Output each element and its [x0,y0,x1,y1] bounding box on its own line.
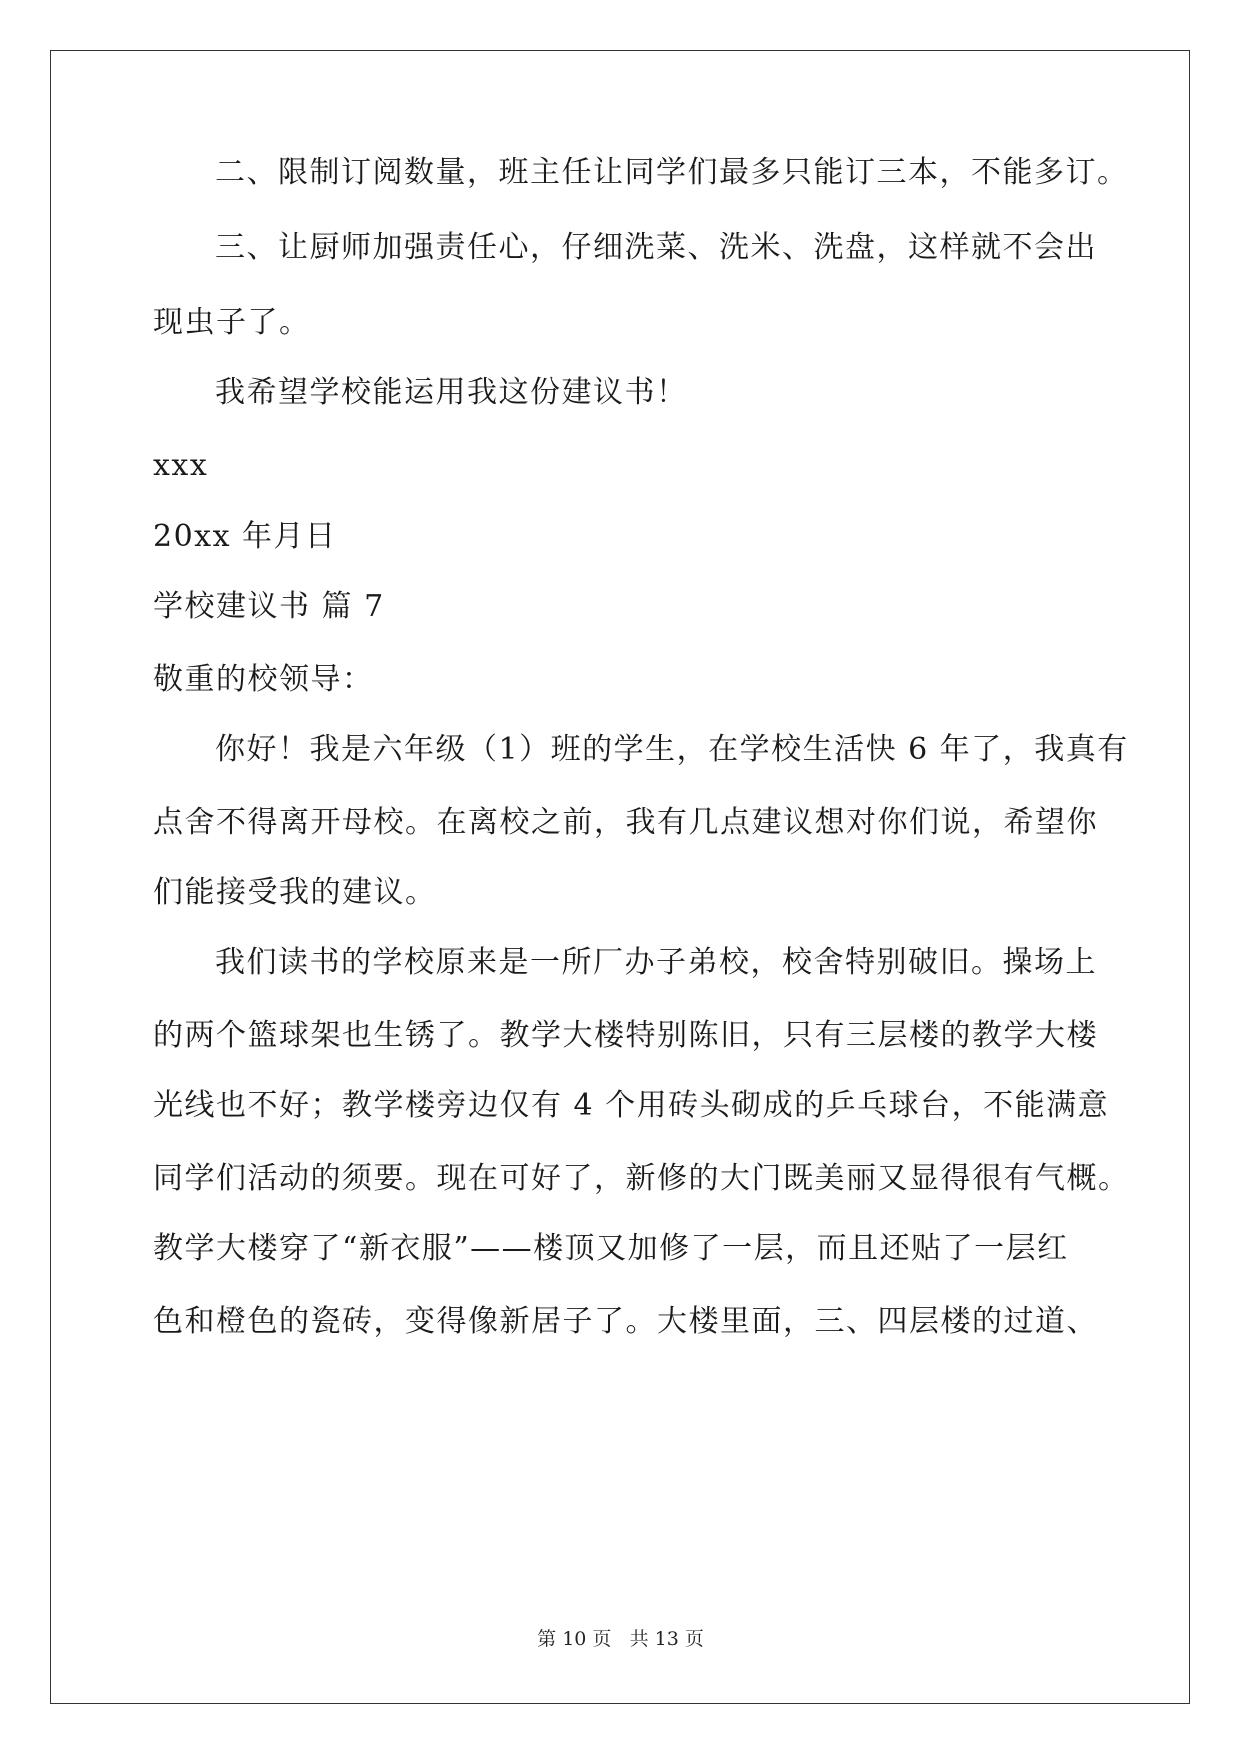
paragraph-line: 同学们活动的须要。现在可好了，新修的大门既美丽又显得很有气概。 [153,1161,1130,1196]
page-footer [0,1627,1241,1651]
section-heading: 学校建议书 篇 7 [153,589,385,624]
signature-line: xxx [153,448,209,483]
page-total: 共 13 页 [629,1628,704,1650]
paragraph-line: 三、让厨师加强责任心，仔细洗菜、洗米、洗盘，这样就不会出 [215,230,1097,265]
paragraph-line: 教学大楼穿了“新衣服”——楼顶又加修了一层，而且还贴了一层红 [153,1231,1069,1266]
paragraph-line: 二、限制订阅数量，班主任让同学们最多只能订三本，不能多订。 [215,155,1129,190]
page-number: 第 10 页 [537,1628,612,1650]
paragraph-line: 我们读书的学校原来是一所厂办子弟校，校舍特别破旧。操场上 [215,945,1097,980]
paragraph-line: 点舍不得离开母校。在离校之前，我有几点建议想对你们说，希望你 [153,805,1098,840]
paragraph-line: 我希望学校能运用我这份建议书！ [215,375,688,410]
paragraph-line: 光线也不好；教学楼旁边仅有 4 个用砖头砌成的乒乓球台，不能满意 [153,1088,1110,1123]
paragraph-line: 的两个篮球架也生锈了。教学大楼特别陈旧，只有三层楼的教学大楼 [153,1018,1098,1053]
paragraph-line: 们能接受我的建议。 [153,875,437,910]
paragraph-line: 你好！我是六年级（1）班的学生，在学校生活快 6 年了，我真有 [215,732,1129,767]
date-line: 20xx 年月日 [153,519,337,554]
salutation-line: 敬重的校领导： [153,662,374,697]
paragraph-line: 色和橙色的瓷砖，变得像新居子了。大楼里面，三、四层楼的过道、 [153,1304,1098,1339]
paragraph-line: 现虫子了。 [153,305,311,340]
footer-gap [611,1628,629,1650]
